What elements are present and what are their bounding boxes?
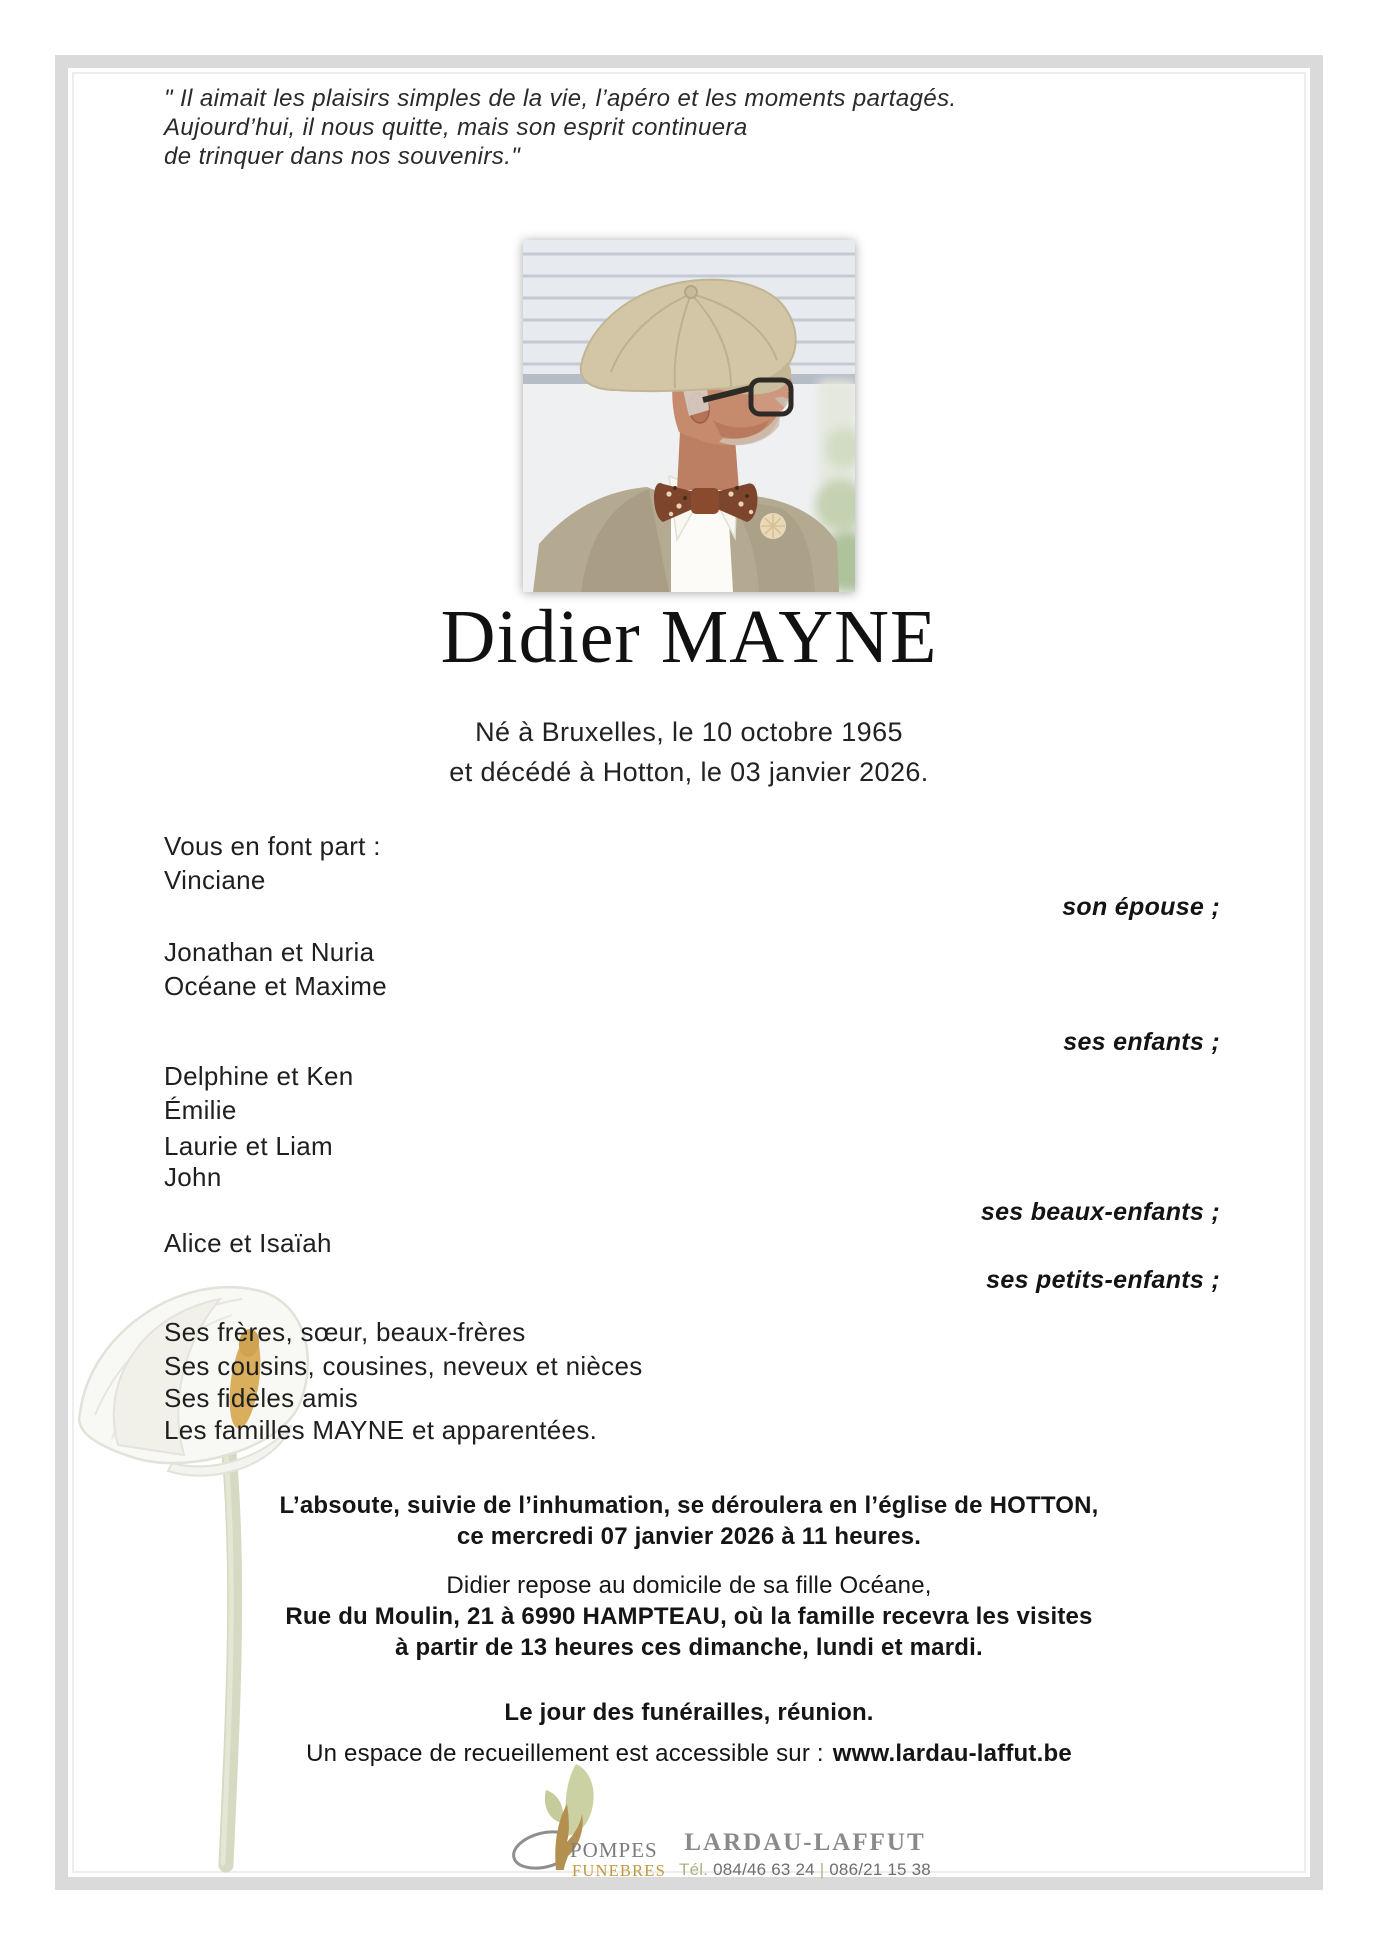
relation-label-children: ses enfants ; (1063, 1028, 1220, 1056)
family-name: Laurie et Liam (164, 1131, 333, 1161)
birth-death-dates (0, 712, 1378, 792)
repose-line: à partir de 13 heures ces dimanche, lundi et mardi. (395, 1634, 983, 1661)
funeral-home-name-top: POMPES (570, 1838, 658, 1862)
family-others-line: Ses frères, sœur, beaux-frères (164, 1317, 526, 1347)
phone-number-1: 084/46 63 24 (713, 1860, 815, 1879)
funeral-home-name-bottom: FUNEBRES (572, 1861, 666, 1880)
family-name: Jonathan et Nuria (164, 937, 375, 967)
phone-number-2: 086/21 15 38 (829, 1860, 931, 1879)
quote-line: de trinquer dans nos souvenirs." (164, 143, 521, 170)
brand-block (660, 1829, 950, 1880)
online-condolences (0, 1738, 1378, 1769)
relation-label-grandchildren: ses petits-enfants ; (986, 1266, 1220, 1294)
memorial-quote (164, 84, 957, 171)
ceremony-church-details (0, 1490, 1378, 1552)
reunion-note: Le jour des funérailles, réunion. (504, 1699, 874, 1726)
quote-line: Aujourd’hui, il nous quitte, mais son esprit continuera (164, 114, 748, 141)
repose-line: Rue du Moulin, 21 à 6990 HAMPTEAU, où la famille recevra les visites (285, 1603, 1093, 1630)
repose-details (0, 1570, 1378, 1663)
family-name: Delphine et Ken (164, 1061, 354, 1091)
portrait-photo (523, 240, 855, 592)
ceremony-line: ce mercredi 07 janvier 2026 à 11 heures. (456, 1523, 922, 1550)
death-line: et décédé à Hotton, le 03 janvier 2026. (449, 757, 929, 787)
phone-separator: | (819, 1860, 825, 1879)
family-name: Vinciane (164, 865, 266, 895)
phone-label: Tél. (679, 1860, 709, 1879)
online-condolences-text: Un espace de recueillement est accessible sur : (306, 1740, 824, 1767)
relation-label-spouse: son épouse ; (1062, 893, 1220, 921)
phone-numbers (660, 1860, 950, 1880)
family-others-line: Ses cousins, cousines, neveux et nièces (164, 1351, 643, 1381)
repose-line: Didier repose au domicile de sa fille Océane, (446, 1572, 932, 1599)
birth-line: Né à Bruxelles, le 10 octobre 1965 (475, 717, 903, 747)
deceased-name: Didier MAYNE (440, 595, 938, 679)
family-others-line: Les familles MAYNE et apparentées. (164, 1415, 598, 1445)
family-others-line: Ses fidèles amis (164, 1383, 359, 1413)
website-url: www.lardau-laffut.be (832, 1740, 1072, 1767)
family-intro: Vous en font part : (164, 831, 381, 861)
quote-line: " Il aimait les plaisirs simples de la vie, l’apéro et les moments partagés. (164, 85, 957, 112)
brand-name: LARDAU-LAFFUT (684, 1829, 926, 1856)
family-name: Alice et Isaïah (164, 1228, 332, 1258)
family-name: Océane et Maxime (164, 971, 388, 1001)
relation-label-stepchildren: ses beaux-enfants ; (980, 1198, 1220, 1226)
portrait-photo-illustration (523, 240, 855, 592)
ceremony-line: L’absoute, suivie de l’inhumation, se déroulera en l’église de HOTTON, (279, 1492, 1099, 1519)
family-name: Émilie (164, 1095, 237, 1125)
family-name: John (164, 1162, 222, 1192)
